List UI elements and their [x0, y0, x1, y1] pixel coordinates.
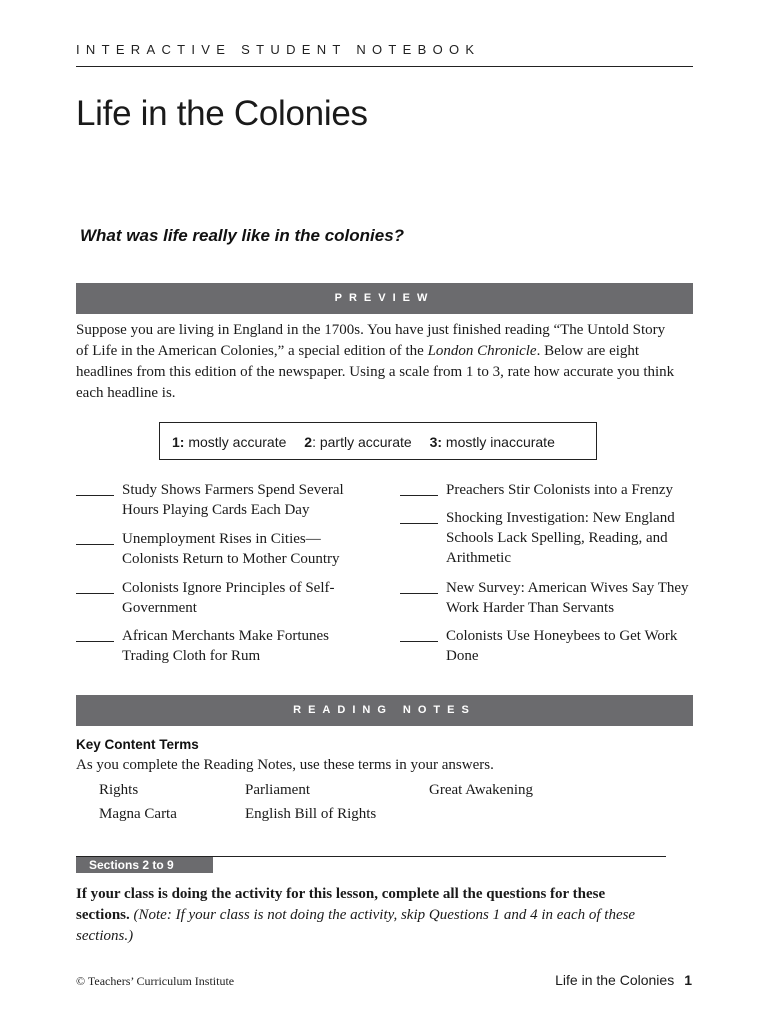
preview-instructions: [76, 320, 676, 404]
headline-item: New Survey: American Wives Say They Work Harder Than Servants: [400, 578, 700, 626]
page-number: 1: [684, 972, 692, 988]
preview-section-bar: PREVIEW: [76, 283, 693, 314]
rating-blank[interactable]: [400, 523, 438, 524]
reading-notes-section-bar: READING NOTES: [76, 695, 693, 726]
key-term: Magna Carta: [99, 806, 177, 822]
rating-blank[interactable]: [400, 593, 438, 594]
essential-question: What was life really like in the colonies?: [80, 226, 405, 245]
sections-label-tab: Sections 2 to 9: [76, 857, 213, 873]
headlines-right-column: [400, 480, 700, 674]
rating-blank[interactable]: [76, 495, 114, 496]
headline-item: Shocking Investigation: New England Schools Lack Spelling, Reading, and Arithmetic: [400, 508, 700, 578]
key-terms-title: Key Content Terms: [76, 737, 199, 752]
key-term: Great Awakening: [429, 782, 534, 798]
headline-item: Preachers Stir Colonists into a Frenzy: [400, 480, 700, 508]
instructions-note: (Note: If your class is not doing the activity, skip Questions 1 and 4 in each of these sections.): [76, 907, 636, 944]
newspaper-title: London Chronicle: [427, 343, 537, 359]
key-term: Parliament: [245, 782, 310, 798]
key-terms-intro: As you complete the Reading Notes, use these terms in your answers.: [76, 757, 494, 773]
preview-text-part-1: Suppose you are living in England in the 1700s. You have just finished reading “The Untold Story of Life in the American Colonies,” a special edition of the: [76, 322, 666, 359]
headlines-left-column: [76, 480, 376, 674]
scale-item-2: 2: partly accurate: [304, 434, 412, 450]
footer-title: Life in the Colonies: [555, 972, 675, 988]
rating-scale-box: [159, 422, 597, 460]
preview-text-part-2: . Below are eight headlines from this edition of the newspaper. Using a scale from 1 to 3, rate how accurate you think each headline is.: [76, 343, 675, 401]
rating-blank[interactable]: [400, 495, 438, 496]
header-rule: [76, 66, 693, 67]
rating-blank[interactable]: [76, 544, 114, 545]
page-title: Life in the Colonies: [76, 94, 368, 133]
rating-blank[interactable]: [76, 593, 114, 594]
key-term: Rights: [99, 782, 139, 798]
headline-item: Unemployment Rises in Cities—Colonists Return to Mother Country: [76, 529, 376, 578]
headline-item: African Merchants Make Fortunes Trading Cloth for Rum: [76, 626, 376, 674]
scale-item-1: 1: mostly accurate: [172, 434, 287, 450]
rating-blank[interactable]: [76, 641, 114, 642]
instructions-bold: If your class is doing the activity for this lesson, complete all the questions for these sections.: [76, 886, 606, 923]
footer-running-head: [555, 972, 692, 988]
headline-item: Colonists Ignore Principles of Self-Government: [76, 578, 376, 626]
rating-blank[interactable]: [400, 641, 438, 642]
scale-item-3: 3: mostly inaccurate: [429, 434, 555, 450]
footer-copyright: © Teachers’ Curriculum Institute: [76, 974, 235, 988]
key-term: English Bill of Rights: [245, 806, 377, 822]
headline-item: Study Shows Farmers Spend Several Hours Playing Cards Each Day: [76, 480, 376, 529]
notebook-header-label: INTERACTIVE STUDENT NOTEBOOK: [76, 42, 481, 57]
section-instructions: [76, 884, 636, 947]
headline-item: Colonists Use Honeybees to Get Work Done: [400, 626, 700, 674]
